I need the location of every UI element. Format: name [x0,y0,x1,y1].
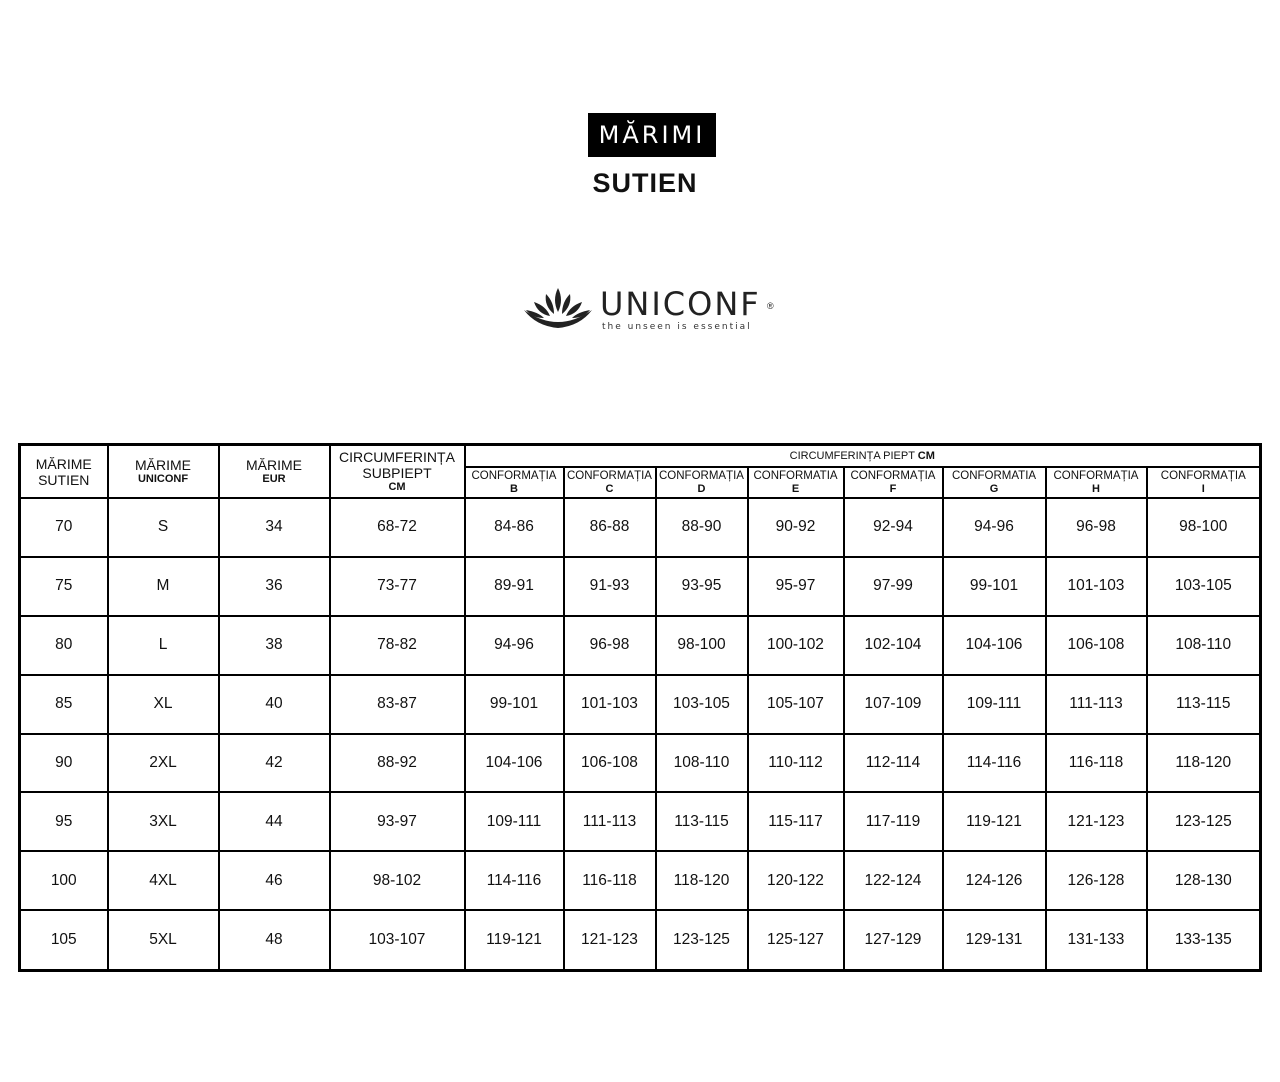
table-cell: 103-105 [1147,557,1261,616]
table-cell: 44 [219,792,330,851]
table-cell: 124-126 [943,851,1046,910]
table-cell: 101-103 [564,675,656,734]
table-row [20,910,1261,970]
header-uniconf-size: MĂRIME UNICONF [108,445,219,499]
table-row [20,734,1261,793]
table-row [20,616,1261,675]
table-cell: 122-124 [844,851,943,910]
header-bust-circumference: CIRCUMFERINȚA PIEPT CM [465,445,1261,468]
table-cell: 93-97 [330,792,465,851]
table-row [20,792,1261,851]
table-cell: 116-118 [564,851,656,910]
table-cell: 100-102 [748,616,844,675]
table-cell: 119-121 [943,792,1046,851]
table-cell: 105 [20,910,108,970]
table-cell: 84-86 [465,498,564,557]
brand-tagline: the unseen is essential [602,322,752,332]
table-cell: 98-100 [656,616,748,675]
size-chart-table [18,443,1262,972]
header-cup-c: CONFORMAȚIA C [564,467,656,498]
table-cell: 106-108 [564,734,656,793]
page-title-badge: MĂRIMI [588,113,716,157]
header-cup-e: CONFORMATIA E [748,467,844,498]
table-cell: 90 [20,734,108,793]
table-cell: 42 [219,734,330,793]
table-cell: 99-101 [943,557,1046,616]
table-cell: 131-133 [1046,910,1147,970]
table-cell: 101-103 [1046,557,1147,616]
table-cell: 121-123 [564,910,656,970]
table-cell: 113-115 [1147,675,1261,734]
table-cell: 96-98 [564,616,656,675]
table-cell: 88-92 [330,734,465,793]
table-cell: 98-102 [330,851,465,910]
table-cell: 106-108 [1046,616,1147,675]
table-cell: 38 [219,616,330,675]
header-cup-b: CONFORMAȚIA B [465,467,564,498]
table-cell: 111-113 [1046,675,1147,734]
table-cell: 95-97 [748,557,844,616]
table-cell: 116-118 [1046,734,1147,793]
table-cell: 110-112 [748,734,844,793]
table-cell: 94-96 [465,616,564,675]
table-cell: 80 [20,616,108,675]
brand-name: UNICONF [600,285,761,323]
table-cell: 70 [20,498,108,557]
table-cell: 2XL [108,734,219,793]
table-cell: 114-116 [943,734,1046,793]
table-cell: 109-111 [465,792,564,851]
table-cell: 40 [219,675,330,734]
table-cell: 127-129 [844,910,943,970]
header-cup-i: CONFORMAȚIA I [1147,467,1261,498]
table-cell: 114-116 [465,851,564,910]
table-cell: 121-123 [1046,792,1147,851]
table-cell: 75 [20,557,108,616]
table-cell: 86-88 [564,498,656,557]
table-cell: 105-107 [748,675,844,734]
table-cell: 104-106 [943,616,1046,675]
table-cell: 91-93 [564,557,656,616]
table-cell: 34 [219,498,330,557]
table-cell: 96-98 [1046,498,1147,557]
table-cell: 112-114 [844,734,943,793]
header-eur-size: MĂRIME EUR [219,445,330,499]
table-cell: 102-104 [844,616,943,675]
table-cell: 113-115 [656,792,748,851]
table-cell: 97-99 [844,557,943,616]
lotus-icon [520,286,596,332]
table-cell: 46 [219,851,330,910]
table-cell: 85 [20,675,108,734]
table-cell: 120-122 [748,851,844,910]
table-cell: 4XL [108,851,219,910]
table-cell: 5XL [108,910,219,970]
table-cell: 103-105 [656,675,748,734]
header-cup-h: CONFORMAȚIA H [1046,467,1147,498]
table-cell: 68-72 [330,498,465,557]
table-cell: L [108,616,219,675]
header-cup-d: CONFORMAȚIA D [656,467,748,498]
brand-logo [520,282,782,338]
table-cell: 78-82 [330,616,465,675]
header-underbust: CIRCUMFERINȚA SUBPIEPT CM [330,445,465,499]
page-subtitle: SUTIEN [592,168,698,198]
table-cell: 115-117 [748,792,844,851]
table-cell: 94-96 [943,498,1046,557]
table-cell: 119-121 [465,910,564,970]
table-cell: 95 [20,792,108,851]
table-cell: 109-111 [943,675,1046,734]
table-cell: M [108,557,219,616]
table-cell: 108-110 [656,734,748,793]
table-cell: S [108,498,219,557]
table-cell: 117-119 [844,792,943,851]
registered-mark: ® [767,301,774,311]
table-cell: 73-77 [330,557,465,616]
header-cup-g: CONFORMATIA G [943,467,1046,498]
table-cell: 92-94 [844,498,943,557]
header-cup-f: CONFORMAȚIA F [844,467,943,498]
table-cell: 93-95 [656,557,748,616]
table-cell: 48 [219,910,330,970]
table-cell: 98-100 [1147,498,1261,557]
table-row [20,557,1261,616]
table-row [20,675,1261,734]
table-cell: 133-135 [1147,910,1261,970]
table-cell: 125-127 [748,910,844,970]
table-cell: 126-128 [1046,851,1147,910]
header-bra-size: MĂRIME SUTIEN [20,445,108,499]
table-cell: 108-110 [1147,616,1261,675]
table-cell: 128-130 [1147,851,1261,910]
table-cell: 118-120 [1147,734,1261,793]
table-cell: 118-120 [656,851,748,910]
table-row [20,851,1261,910]
table-cell: 3XL [108,792,219,851]
table-cell: 104-106 [465,734,564,793]
table-cell: 123-125 [1147,792,1261,851]
table-cell: 107-109 [844,675,943,734]
table-cell: 90-92 [748,498,844,557]
table-cell: 103-107 [330,910,465,970]
table-cell: XL [108,675,219,734]
table-cell: 111-113 [564,792,656,851]
table-cell: 88-90 [656,498,748,557]
table-cell: 123-125 [656,910,748,970]
table-row [20,498,1261,557]
table-cell: 100 [20,851,108,910]
table-cell: 89-91 [465,557,564,616]
table-cell: 36 [219,557,330,616]
table-cell: 129-131 [943,910,1046,970]
table-cell: 83-87 [330,675,465,734]
table-cell: 99-101 [465,675,564,734]
